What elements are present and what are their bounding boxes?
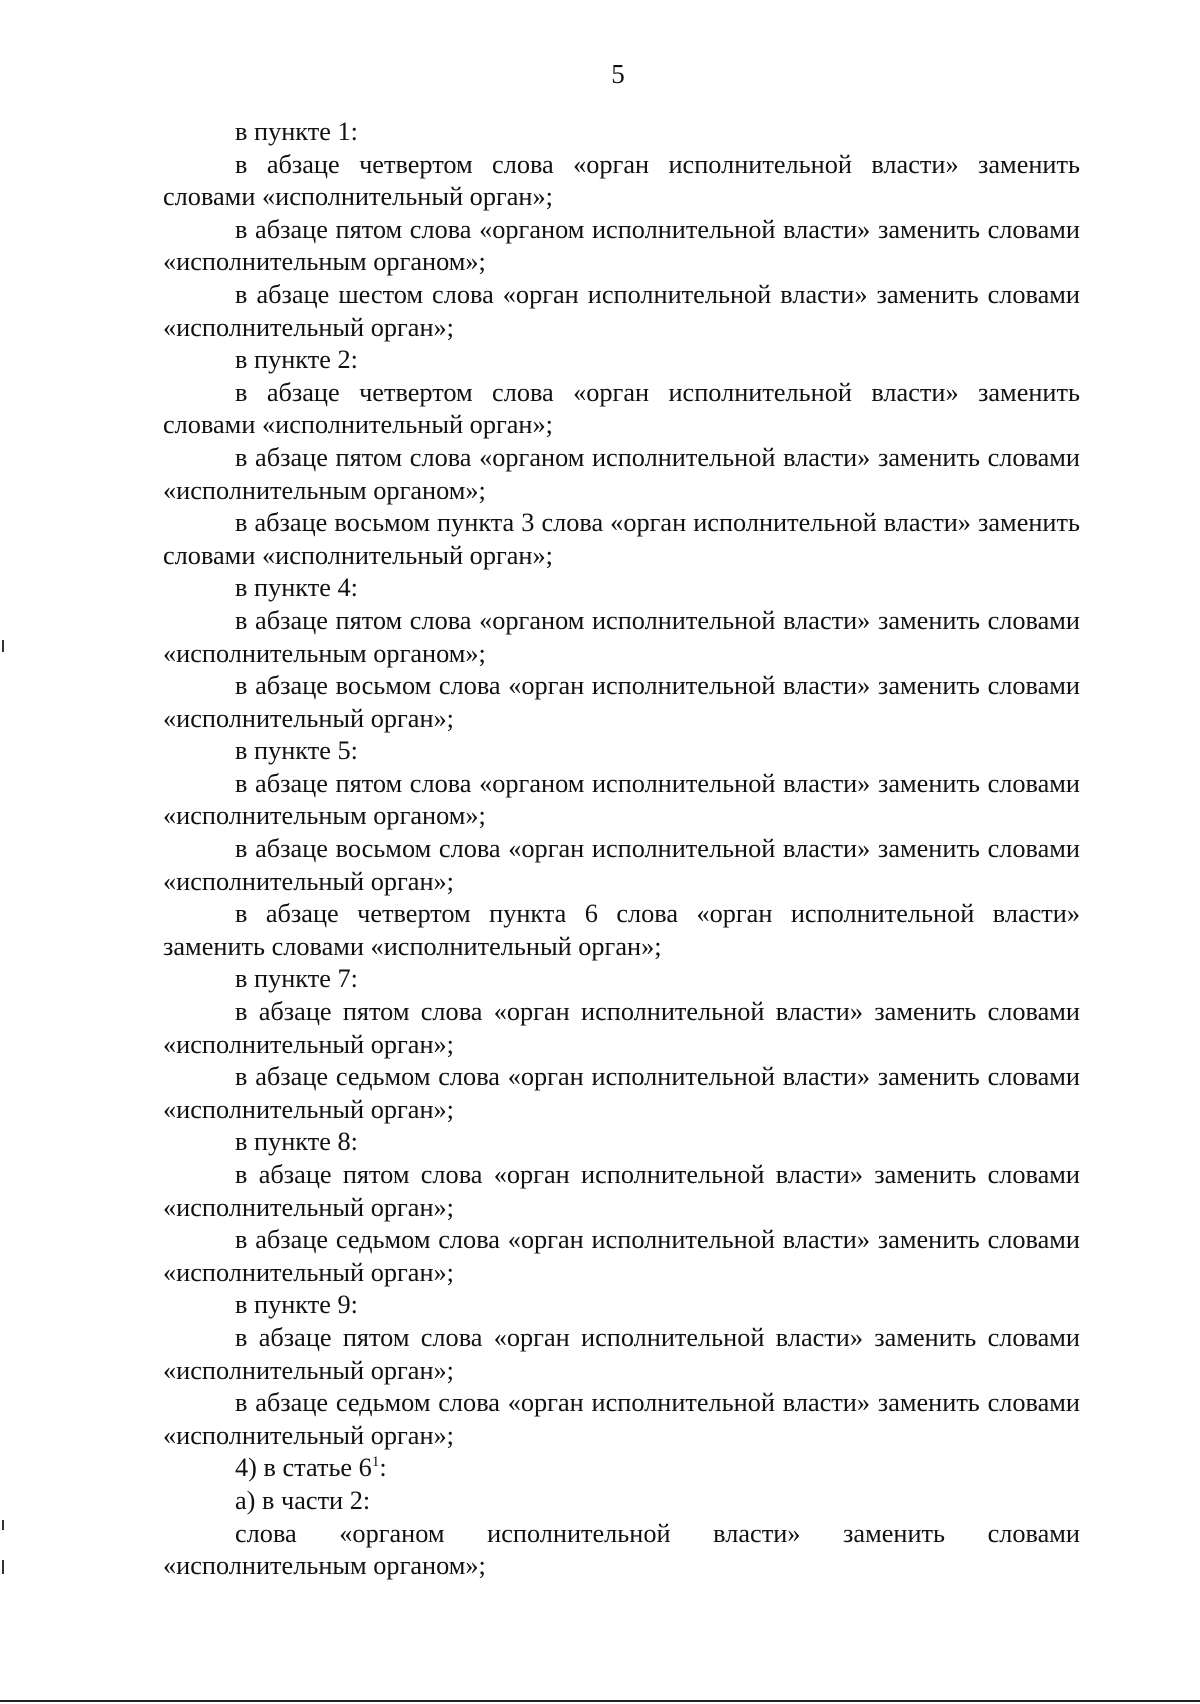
paragraph: в пункте 9: bbox=[235, 1290, 358, 1320]
page-number: 5 bbox=[611, 59, 625, 89]
scan-mark bbox=[2, 1520, 4, 1530]
article-heading-text: 4) в статье 6 bbox=[235, 1453, 372, 1483]
paragraph: в пункте 7: bbox=[235, 964, 358, 994]
paragraph: в абзаце пятом слова «орган исполнительной власти» заменить словами «исполнительный орган»; bbox=[163, 1322, 1080, 1385]
article-heading bbox=[163, 1452, 1080, 1485]
scan-mark bbox=[2, 640, 4, 652]
paragraph: в абзаце седьмом слова «орган исполнительной власти» заменить словами «исполнительный орган»; bbox=[163, 1225, 1080, 1287]
paragraph: в абзаце четвертом пункта 6 слова «орган исполнительной власти» заменить словами «исполнительный орган»; bbox=[163, 899, 1080, 961]
paragraph: в абзаце седьмом слова «орган исполнительной власти» заменить словами «исполнительный орган»; bbox=[163, 1388, 1080, 1450]
paragraph: в пункте 5: bbox=[235, 736, 358, 766]
paragraph: в пункте 4: bbox=[235, 573, 358, 603]
document-body bbox=[163, 116, 1080, 1583]
paragraph: в абзаце пятом слова «органом исполнительной власти» заменить словами «исполнительным органом»; bbox=[163, 442, 1080, 505]
paragraph: в абзаце четвертом слова «орган исполнительной власти» заменить словами «исполнительный орган»; bbox=[163, 377, 1080, 440]
paragraph: в абзаце пятом слова «органом исполнительной власти» заменить словами «исполнительным органом»; bbox=[163, 605, 1080, 668]
paragraph: в пункте 1: bbox=[235, 117, 358, 146]
paragraph: в абзаце пятом слова «органом исполнительной власти» заменить словами «исполнительным органом»; bbox=[163, 214, 1080, 277]
bottom-edge-line bbox=[0, 1700, 1200, 1702]
part-heading: а) в части 2: bbox=[235, 1485, 371, 1515]
paragraph: в абзаце восьмом слова «орган исполнительной власти» заменить словами «исполнительный орган»; bbox=[163, 671, 1080, 733]
paragraph: в пункте 2: bbox=[235, 345, 358, 375]
paragraph: в пункте 8: bbox=[235, 1127, 358, 1157]
paragraph: в абзаце пятом слова «органом исполнительной власти» заменить словами «исполнительным органом»; bbox=[163, 768, 1080, 831]
article-heading-colon: : bbox=[379, 1453, 387, 1483]
paragraph: в абзаце седьмом слова «орган исполнительной власти» заменить словами «исполнительный орган»; bbox=[163, 1062, 1080, 1124]
paragraph: в абзаце восьмом слова «орган исполнительной власти» заменить словами «исполнительный орган»; bbox=[163, 834, 1080, 896]
paragraph: в абзаце шестом слова «орган исполнительной власти» заменить словами «исполнительный орган»; bbox=[163, 279, 1080, 342]
article-superscript: 1 bbox=[371, 1454, 380, 1471]
last-paragraph: слова «органом исполнительной власти» заменить словами «исполнительным органом»; bbox=[163, 1518, 1080, 1581]
paragraph: в абзаце восьмом пункта 3 слова «орган исполнительной власти» заменить словами «исполнительный орган»; bbox=[163, 508, 1080, 570]
paragraph: в абзаце четвертом слова «орган исполнительной власти» заменить словами «исполнительный орган»; bbox=[163, 149, 1080, 212]
paragraph: в абзаце пятом слова «орган исполнительной власти» заменить словами «исполнительный орган»; bbox=[163, 1160, 1080, 1222]
scan-mark bbox=[2, 1560, 4, 1574]
paragraph: в абзаце пятом слова «орган исполнительной власти» заменить словами «исполнительный орган»; bbox=[163, 997, 1080, 1059]
